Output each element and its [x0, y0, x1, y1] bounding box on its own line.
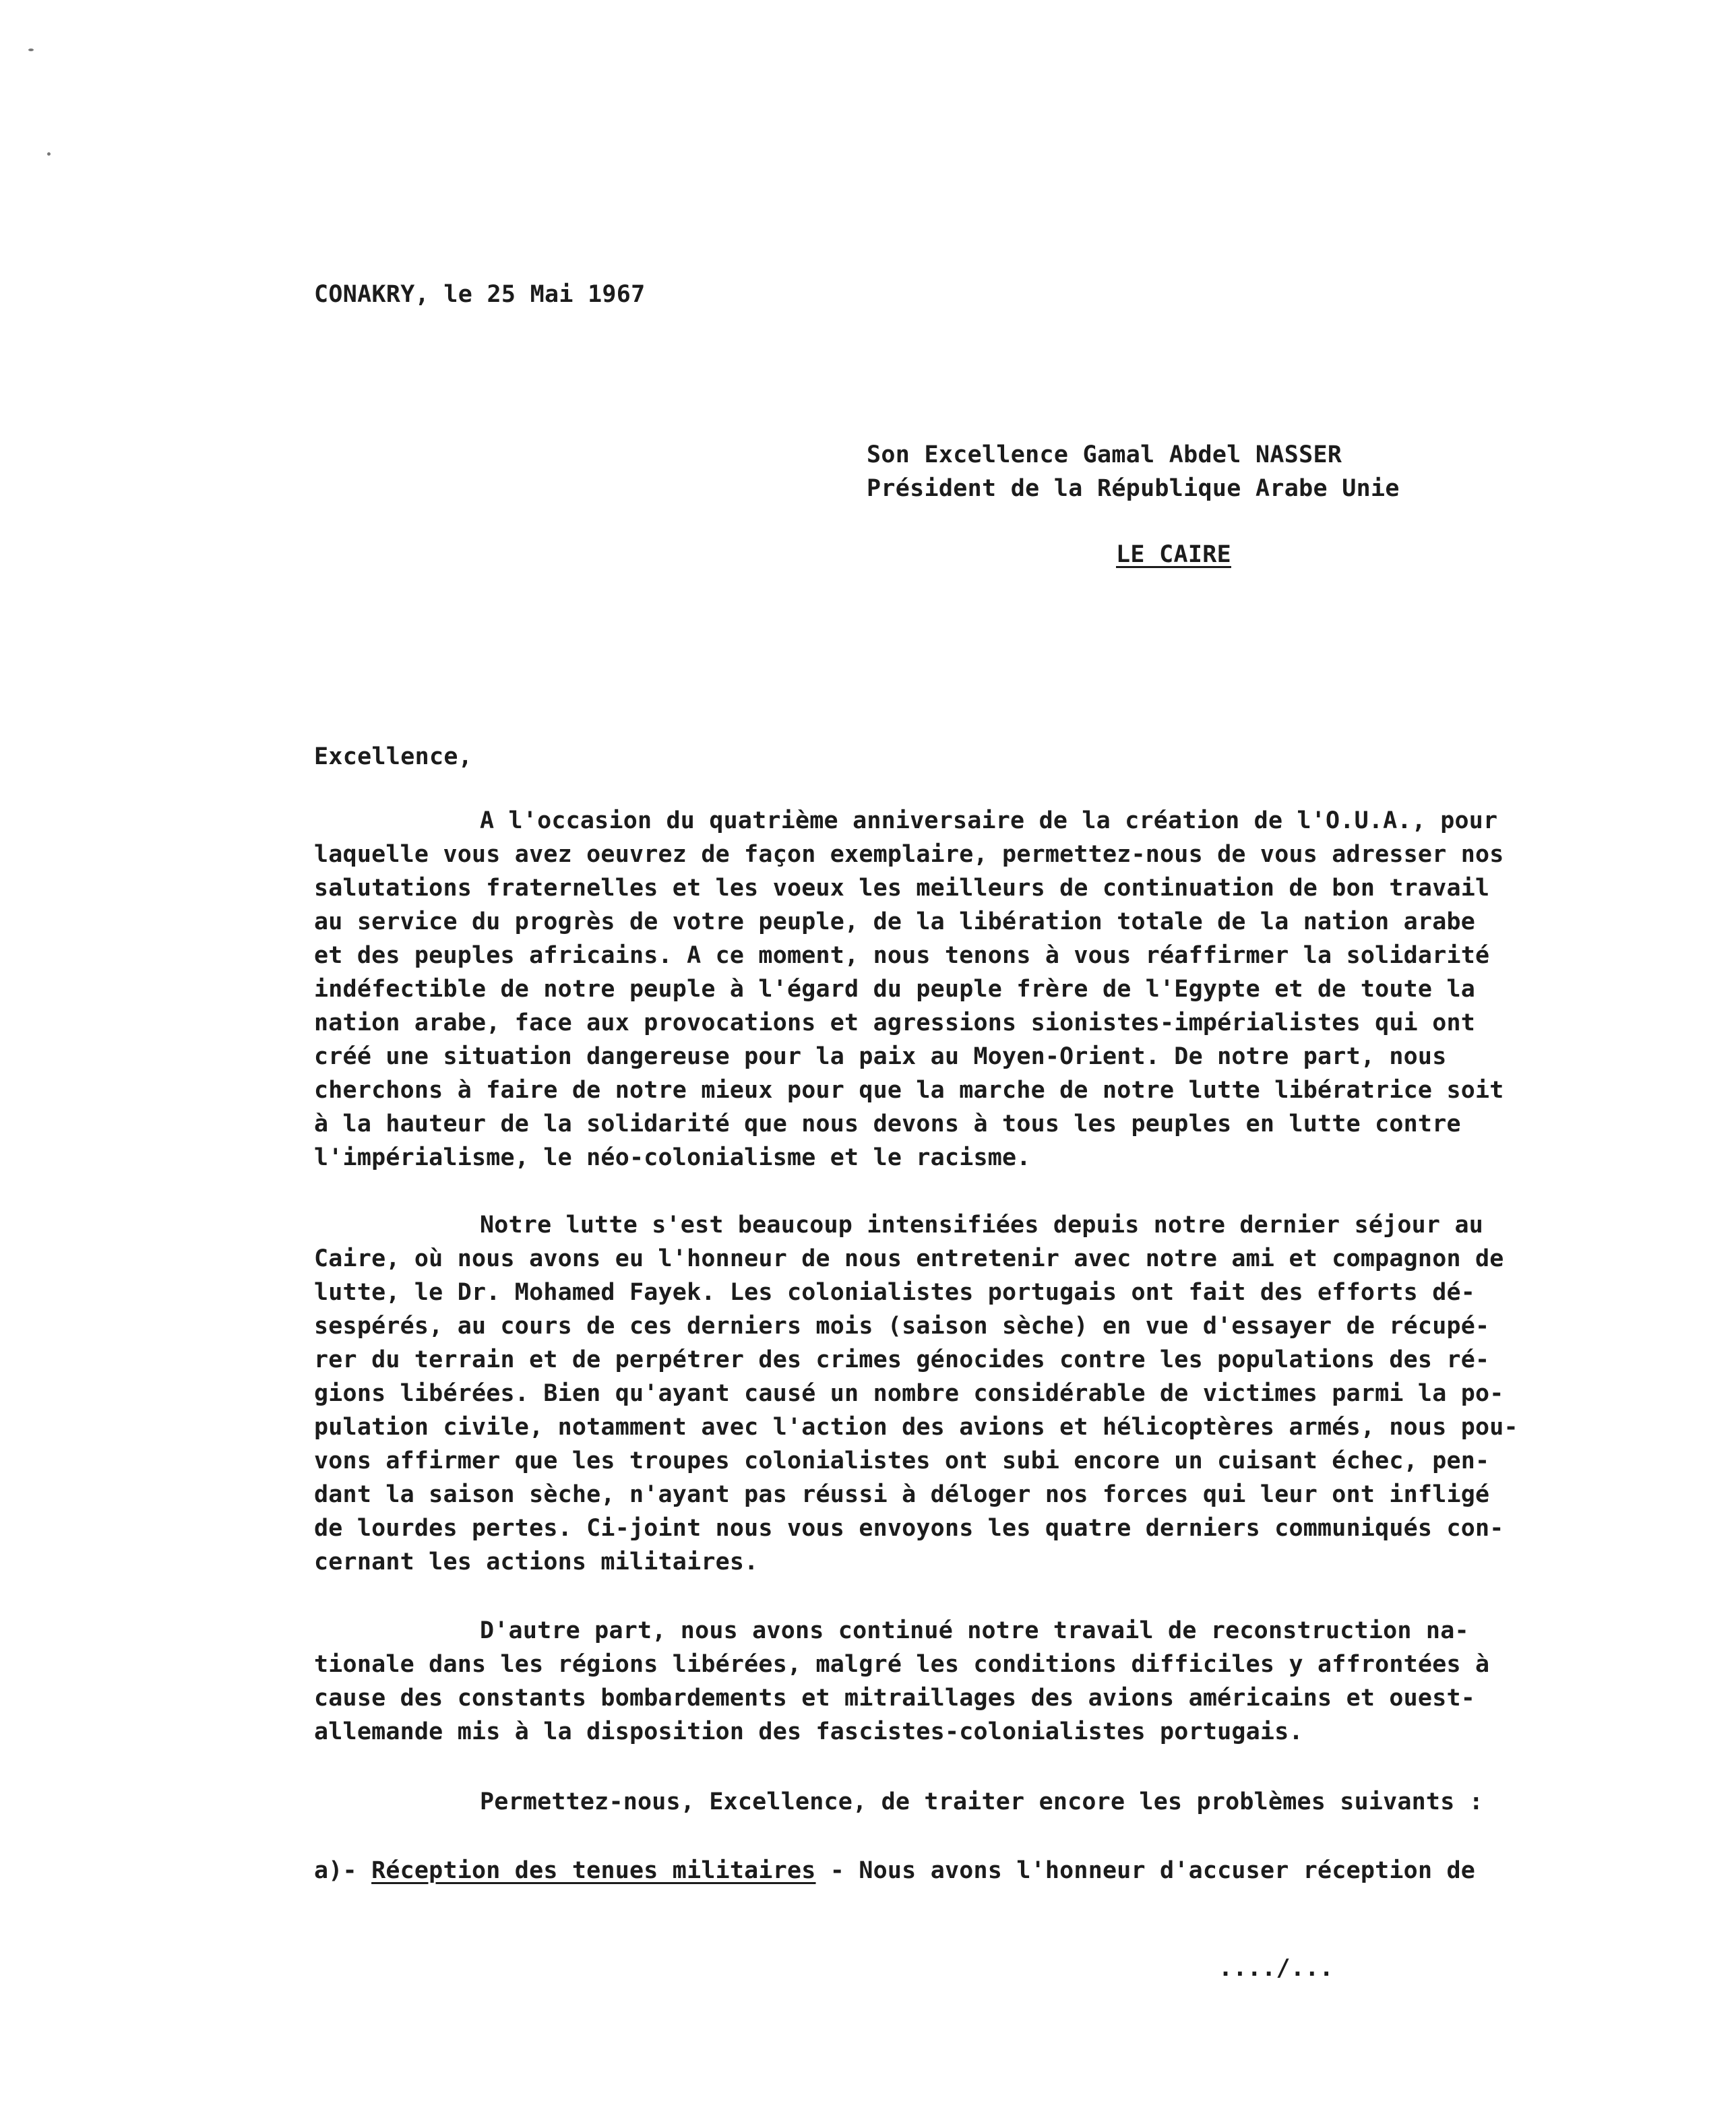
recipient-city: LE CAIRE	[1116, 541, 1231, 568]
paragraph-line: salutations fraternelles et les voeux les meilleurs de continuation de bon travail	[314, 875, 1490, 902]
place-date: CONAKRY, le 25 Mai 1967	[314, 281, 646, 308]
margin-speck	[28, 49, 34, 51]
paragraph-line: laquelle vous avez oeuvrez de façon exemplaire, permettez-nous de vous adresser nos	[314, 841, 1504, 868]
paragraph-line: Caire, où nous avons eu l'honneur de nous entretenir avec notre ami et compagnon de	[314, 1245, 1504, 1272]
paragraph-line: l'impérialisme, le néo-colonialisme et le racisme.	[314, 1144, 1031, 1171]
paragraph-line: cherchons à faire de notre mieux pour que la marche de notre lutte libératrice soit	[314, 1077, 1504, 1104]
paragraph-line: vons affirmer que les troupes colonialistes ont subi encore un cuisant échec, pen-	[314, 1447, 1490, 1474]
recipient-title: Président de la République Arabe Unie	[867, 475, 1400, 502]
paragraph-line: sespérés, au cours de ces derniers mois (saison sèche) en vue d'essayer de récupé-	[314, 1313, 1490, 1340]
recipient-name: Son Excellence Gamal Abdel NASSER	[867, 441, 1342, 468]
item-a-prefix: a)-	[314, 1857, 372, 1884]
paragraph-line: gions libérées. Bien qu'ayant causé un nombre considérable de victimes parmi la po-	[314, 1380, 1504, 1407]
margin-speck	[47, 152, 51, 156]
paragraph-line: A l'occasion du quatrième anniversaire de la création de l'O.U.A., pour	[480, 807, 1498, 834]
paragraph-line: créé une situation dangereuse pour la paix au Moyen-Orient. De notre part, nous	[314, 1043, 1447, 1070]
paragraph-line: Notre lutte s'est beaucoup intensifiées depuis notre dernier séjour au	[480, 1212, 1484, 1239]
continuation-marker: ..../...	[1218, 1955, 1334, 1982]
paragraph-line: et des peuples africains. A ce moment, nous tenons à vous réaffirmer la solidarité	[314, 942, 1490, 969]
salutation: Excellence,	[314, 743, 473, 770]
paragraph-line: allemande mis à la disposition des fascistes-colonialistes portugais.	[314, 1718, 1303, 1745]
item-a	[314, 1857, 1475, 1884]
paragraph-line: cause des constants bombardements et mitraillages des avions américains et ouest-	[314, 1685, 1476, 1712]
paragraph-line: à la hauteur de la solidarité que nous devons à tous les peuples en lutte contre	[314, 1111, 1461, 1137]
item-a-heading: Réception des tenues militaires	[371, 1857, 816, 1884]
paragraph-line: dant la saison sèche, n'ayant pas réussi à déloger nos forces qui leur ont infligé	[314, 1481, 1490, 1508]
item-a-text: - Nous avons l'honneur d'accuser réception de	[815, 1857, 1476, 1884]
paragraph-line: lutte, le Dr. Mohamed Fayek. Les colonialistes portugais ont fait des efforts dé-	[314, 1279, 1476, 1306]
paragraph-line: de lourdes pertes. Ci-joint nous vous envoyons les quatre derniers communiqués con-	[314, 1515, 1504, 1542]
paragraph-line: D'autre part, nous avons continué notre travail de reconstruction na-	[480, 1617, 1469, 1644]
paragraph-line: au service du progrès de votre peuple, de la libération totale de la nation arabe	[314, 908, 1476, 935]
paragraph-line: indéfectible de notre peuple à l'égard du peuple frère de l'Egypte et de toute la	[314, 976, 1476, 1003]
paragraph-4: Permettez-nous, Excellence, de traiter encore les problèmes suivants :	[480, 1788, 1484, 1815]
paragraph-line: tionale dans les régions libérées, malgré les conditions difficiles y affrontées à	[314, 1651, 1490, 1678]
paragraph-line: cernant les actions militaires.	[314, 1549, 759, 1575]
paragraph-line: pulation civile, notamment avec l'action des avions et hélicoptères armés, nous pou-	[314, 1414, 1518, 1441]
paragraph-line: rer du terrain et de perpétrer des crimes génocides contre les populations des ré-	[314, 1346, 1490, 1373]
paragraph-line: nation arabe, face aux provocations et agressions sionistes-impérialistes qui ont	[314, 1009, 1476, 1036]
